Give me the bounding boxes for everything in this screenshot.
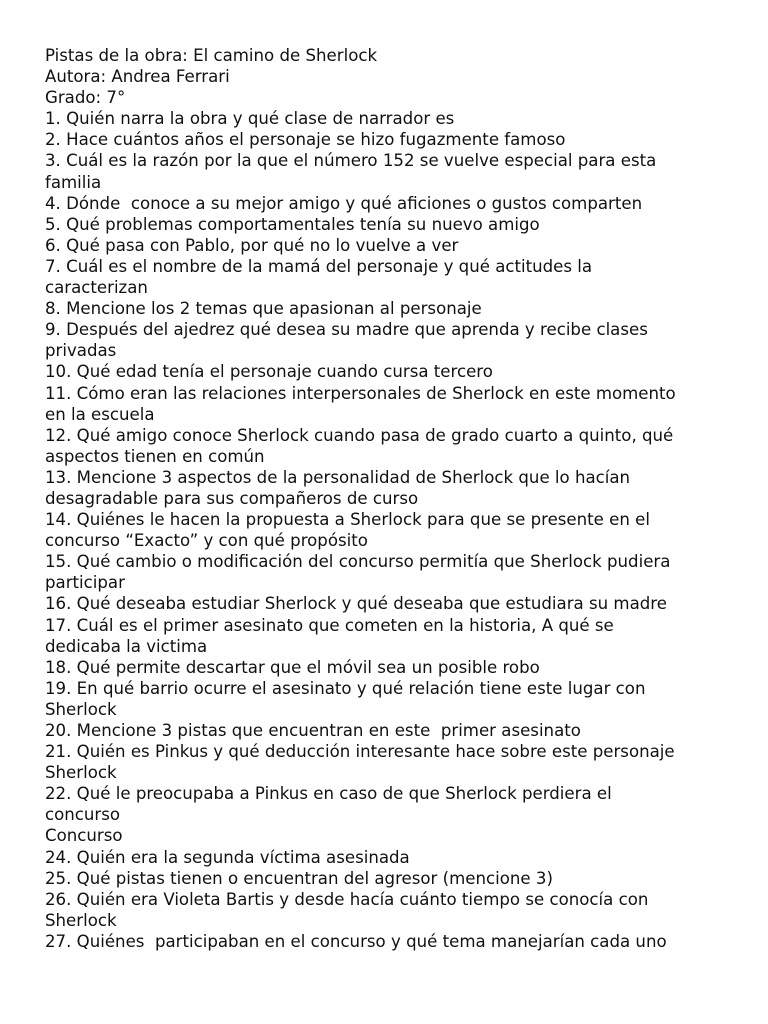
- question-line: 2. Hace cuántos años el personaje se hizo fugazmente famoso: [45, 130, 566, 150]
- question-line: 10. Qué edad tenía el personaje cuando cursa tercero: [45, 362, 493, 382]
- question-line: 3. Cuál es la razón por la que el número 152 se vuelve especial para esta: [45, 151, 657, 171]
- document-title: Pistas de la obra: El camino de Sherlock: [45, 46, 378, 65]
- question-line: concurso: [45, 805, 121, 825]
- question-line: 24. Quién era la segunda víctima asesinada: [45, 847, 410, 867]
- question-line: 6. Qué pasa con Pablo, por qué no lo vuelve a ver: [45, 235, 459, 255]
- question-line: 1. Quién narra la obra y qué clase de narrador es: [45, 109, 455, 129]
- question-line: 21. Quién es Pinkus y qué deducción interesante hace sobre este personaje: [45, 742, 675, 762]
- question-line: Sherlock: [45, 910, 117, 930]
- question-line: 20. Mencione 3 pistas que encuentran en este primer asesinato: [45, 721, 581, 740]
- document-author: Autora: Andrea Ferrari: [45, 67, 230, 87]
- question-line: 17. Cuál es el primer asesinato que cometen en la historia, A qué se: [45, 615, 614, 635]
- question-line: caracterizan: [45, 278, 148, 298]
- question-line: participar: [45, 573, 125, 593]
- question-line: 26. Quién era Violeta Bartis y desde hacía cuánto tiempo se conocía con: [45, 889, 649, 909]
- question-line: familia: [45, 172, 102, 192]
- question-line: 25. Qué pistas tienen o encuentran del agresor (mencione 3): [45, 868, 553, 888]
- question-line: 5. Qué problemas comportamentales tenía su nuevo amigo: [45, 214, 540, 234]
- question-line: concurso “Exacto” y con qué propósito: [45, 531, 368, 551]
- question-line: 18. Qué permite descartar que el móvil sea un posible robo: [45, 657, 540, 677]
- question-line: 16. Qué deseaba estudiar Sherlock y qué deseaba que estudiara su madre: [45, 594, 667, 614]
- question-line: en la escuela: [45, 404, 155, 424]
- question-line: 13. Mencione 3 aspectos de la personalidad de Sherlock que lo hacían: [45, 467, 631, 487]
- question-line: 22. Qué le preocupaba a Pinkus en caso de que Sherlock perdiera el: [45, 784, 612, 804]
- question-line: 4. Dónde conoce a su mejor amigo y qué aficiones o gustos comparten: [45, 193, 643, 213]
- question-line: 19. En qué barrio ocurre el asesinato y qué relación tiene este lugar con: [45, 678, 646, 698]
- question-line: 15. Qué cambio o modificación del concurso permitía que Sherlock pudiera: [45, 552, 671, 572]
- question-line: 8. Mencione los 2 temas que apasionan al personaje: [45, 299, 482, 319]
- question-line: dedicaba la victima: [45, 636, 208, 656]
- question-line: Concurso: [45, 826, 123, 846]
- document-grade: Grado: 7°: [45, 88, 126, 108]
- question-line: desagradable para sus compañeros de curso: [45, 488, 419, 508]
- question-line: Sherlock: [45, 763, 117, 783]
- question-line: 9. Después del ajedrez qué desea su madre que aprenda y recibe clases: [45, 320, 648, 340]
- question-line: 12. Qué amigo conoce Sherlock cuando pasa de grado cuarto a quinto, qué: [45, 425, 674, 445]
- question-line: privadas: [45, 341, 117, 361]
- question-line: 11. Cómo eran las relaciones interpersonales de Sherlock en este momento: [45, 383, 676, 403]
- document-page: [45, 45, 735, 952]
- question-list: [45, 108, 735, 952]
- question-line: Sherlock: [45, 699, 117, 719]
- question-line: 7. Cuál es el nombre de la mamá del personaje y qué actitudes la: [45, 256, 593, 276]
- question-line: 27. Quiénes participaban en el concurso y qué tema manejarían cada uno: [45, 931, 667, 951]
- question-line: aspectos tienen en común: [45, 446, 265, 466]
- question-line: 14. Quiénes le hacen la propuesta a Sherlock para que se presente en el: [45, 510, 650, 530]
